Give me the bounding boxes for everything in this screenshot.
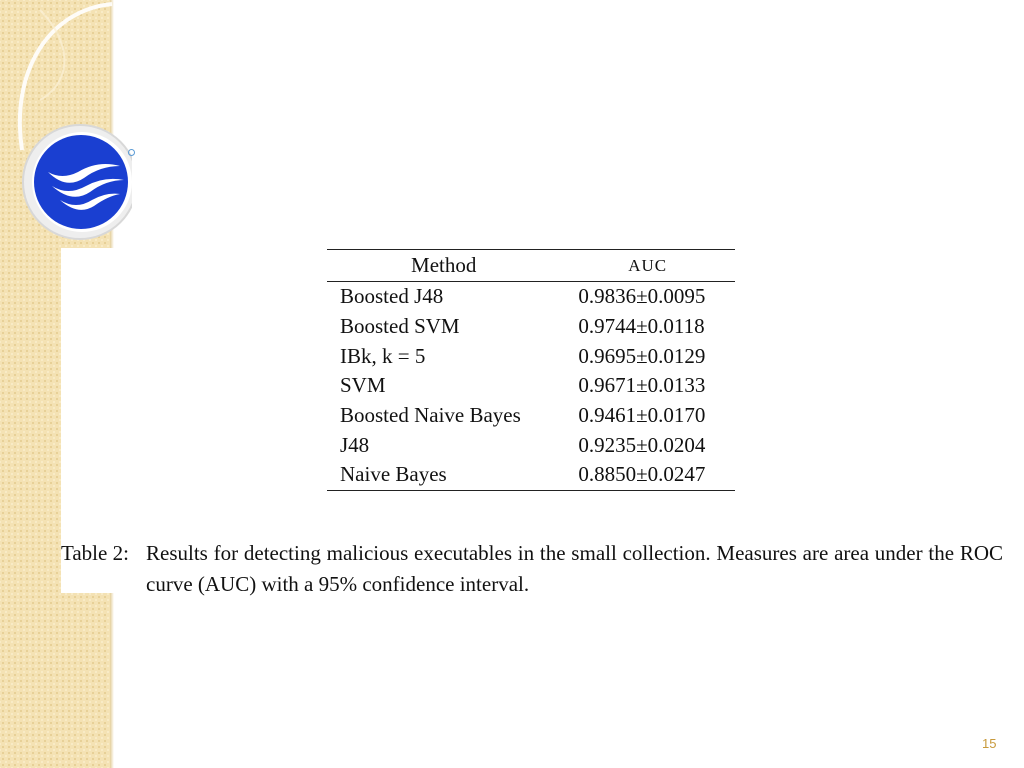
method-cell: J48: [340, 432, 370, 457]
table-row: [327, 312, 735, 342]
header-auc: AUC: [560, 250, 735, 282]
auc-cell: 0.9744±0.0118: [578, 314, 705, 339]
auc-cell: 0.8850±0.0247: [560, 460, 735, 490]
table-header-row: [327, 250, 735, 282]
caption-text: Results for detecting malicious executables in the small collection. Measures are area under the ROC curve (AUC) with a 95% confidence interval.: [146, 541, 1003, 596]
table-row: [327, 430, 735, 460]
table-row: [327, 460, 735, 490]
method-cell: Boosted J48: [340, 284, 444, 309]
auc-cell: 0.9671±0.0133: [578, 373, 706, 398]
method-cell: Naive Bayes: [327, 460, 560, 490]
method-cell: Boosted Naive Bayes: [340, 403, 521, 428]
logo: [20, 120, 132, 242]
auc-cell: 0.9836±0.0095: [578, 284, 706, 309]
method-cell: IBk, k = 5: [340, 343, 426, 368]
table-row: [327, 341, 735, 371]
auc-cell: 0.9235±0.0204: [578, 432, 706, 457]
method-cell: SVM: [340, 373, 386, 398]
method-cell: Boosted SVM: [340, 314, 460, 339]
table-row: [327, 282, 735, 312]
results-table: [327, 249, 735, 491]
auc-cell: 0.9461±0.0170: [578, 403, 706, 428]
table-caption: [61, 538, 1003, 600]
table-row: [327, 371, 735, 401]
page-number: 15: [982, 736, 997, 751]
bullet-ring-icon: [128, 149, 135, 156]
auc-cell: 0.9695±0.0129: [578, 343, 706, 368]
table-row: [327, 401, 735, 431]
table-body: [327, 282, 735, 491]
caption-label: Table 2:: [61, 541, 129, 565]
header-method: Method: [327, 250, 560, 282]
waves-emblem-icon: [20, 120, 132, 242]
